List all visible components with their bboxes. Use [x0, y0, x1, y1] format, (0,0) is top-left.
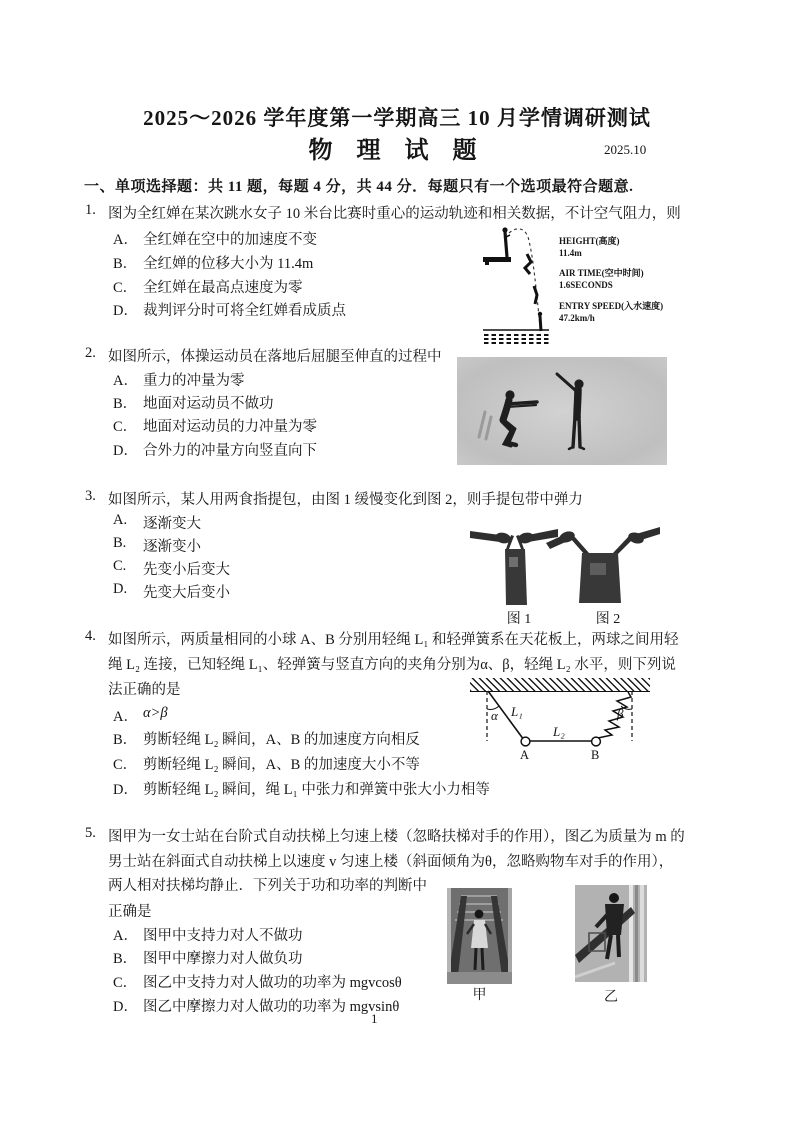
airtime-value: 1.6SECONDS	[559, 279, 613, 290]
option-label: D．	[113, 303, 138, 319]
q2-option-c	[113, 415, 317, 436]
option-label: D．	[113, 782, 138, 798]
q3-option-b	[113, 535, 201, 556]
height-label-group	[559, 236, 620, 259]
option-text: 重力的冲量为零	[143, 373, 245, 389]
diving-figure	[483, 224, 664, 346]
option-text: 图甲中支持力对人不做功	[143, 928, 303, 944]
escalator-caption-left: 甲	[472, 988, 487, 1003]
option-label: D．	[113, 443, 138, 459]
exam-title-line1: 2025～2026 学年度第一学期高三 10 月学情调研测试	[143, 106, 651, 130]
exam-title-line2: 物 理 试 题	[308, 138, 486, 164]
question-number: 5.	[85, 825, 96, 841]
option-label: C．	[113, 757, 138, 773]
section-heading: 一、单项选择题：共 11 题，每题 4 分，共 44 分．每题只有一个选项最符合题意.	[84, 179, 634, 195]
q2-option-a	[113, 369, 245, 390]
option-text: 地面对运动员不做功	[143, 396, 274, 412]
option-label: A．	[113, 232, 138, 248]
q5-stem-line4: 正确是	[108, 904, 152, 920]
question-stem-line: 图为全红婵在某次跳水女子 10 米台比赛时重心的运动轨迹和相关数据，不计空气阻力，则	[108, 206, 681, 222]
man-escalator-icon	[575, 885, 647, 982]
option-label: A.	[113, 512, 128, 528]
option-text: 裁判评分时可将全红婵看成质点	[143, 303, 346, 319]
option-label: B．	[113, 732, 138, 748]
option-label: C．	[113, 975, 138, 991]
option-text: 剪断轻绳 L₂ 瞬间，A、B 的加速度大小不等	[143, 757, 420, 773]
option-label: B．	[113, 256, 138, 272]
q4-option-b	[113, 728, 420, 749]
q1-option-b	[113, 252, 313, 273]
option-text: 图乙中摩擦力对人做功的功率为 mgvsinθ	[143, 999, 400, 1015]
q2-option-b	[113, 392, 274, 413]
option-label: B．	[113, 396, 138, 412]
option-label: A．	[113, 709, 138, 725]
q1-stem-row	[85, 202, 681, 223]
option-label: C．	[113, 419, 138, 435]
gymnast-photo	[457, 357, 667, 465]
option-label: A．	[113, 373, 138, 389]
entry-speed-value: 47.2km/h	[559, 312, 595, 323]
escalator-photo-right	[575, 885, 647, 982]
q5-option-b	[113, 947, 303, 968]
q4-stem-line2: 绳 L₂ 连接，已知轻绳 L₁、轻弹簧与竖直方向的夹角分别为α、β，轻绳 L₂ 水平，则下列说	[108, 657, 676, 673]
option-label: B．	[113, 951, 138, 967]
height-label: HEIGHT(高度)	[559, 236, 620, 246]
option-text: 逐渐变小	[143, 539, 201, 555]
bag-caption-1: 图 1	[506, 612, 532, 627]
angle-alpha-label: α	[491, 708, 498, 723]
q5-option-d	[113, 995, 399, 1016]
q1-option-c	[113, 276, 303, 297]
option-text: 全红婵在最高点速度为零	[143, 280, 303, 296]
escalator-caption-right: 乙	[604, 990, 618, 1005]
diving-diagram-icon	[483, 224, 555, 346]
escalator-photo-left	[447, 888, 512, 984]
option-label: A．	[113, 928, 138, 944]
q1-option-d	[113, 299, 346, 320]
bag-diagrams-icon	[470, 525, 660, 607]
bag-caption-2: 图 2	[595, 612, 621, 627]
option-text: 剪断轻绳 L₂ 瞬间，绳 L₁ 中张力和弹簧中张大小力相等	[143, 782, 490, 798]
question-number: 1.	[85, 202, 96, 218]
gymnast-silhouettes-icon	[457, 357, 667, 465]
height-value: 11.4m	[559, 247, 582, 258]
exam-date: 2025.10	[604, 142, 647, 157]
question-number: 3.	[85, 488, 96, 504]
q5-option-c	[113, 971, 402, 992]
q3-option-d	[113, 581, 230, 602]
entry-speed-label-group	[559, 301, 663, 324]
q3-option-a	[113, 512, 201, 533]
q3-option-c	[113, 558, 230, 579]
question-stem-line: 如图所示，体操运动员在落地后屈腿至伸直的过程中	[108, 349, 442, 365]
option-text: 全红婵在空中的加速度不变	[143, 232, 317, 248]
q4-option-c	[113, 753, 420, 774]
option-text: 先变小后变大	[143, 562, 230, 578]
option-text: 全红婵的位移大小为 11.4m	[143, 256, 314, 272]
page-number: 1	[371, 1011, 378, 1026]
airtime-label: AIR TIME(空中时间)	[559, 268, 644, 278]
q4-option-a	[113, 705, 168, 726]
woman-escalator-icon	[447, 888, 512, 984]
question-number: 4.	[85, 628, 96, 644]
angle-beta-label: β	[617, 706, 624, 721]
airtime-label-group	[559, 268, 644, 291]
rope-l2-label: L₂	[553, 724, 565, 739]
q4-stem-row	[85, 628, 679, 649]
option-label: D．	[113, 999, 138, 1015]
q5-stem-line2: 男士站在斜面式自动扶梯上以速度 v 匀速上楼（斜面倾角为θ，忽略购物车对手的作用），	[108, 854, 674, 870]
rope-spring-figure	[465, 678, 660, 766]
option-text: 逐渐变大	[143, 516, 201, 532]
q2-option-d	[113, 439, 317, 460]
option-label: C．	[113, 280, 138, 296]
question-number: 2.	[85, 345, 96, 361]
option-text: 剪断轻绳 L₂ 瞬间，A、B 的加速度方向相反	[143, 732, 420, 748]
rope-spring-diagram-icon	[465, 678, 660, 766]
ball-b-label: B	[591, 748, 600, 762]
q5-option-a	[113, 924, 303, 945]
bag-figure	[470, 525, 660, 627]
option-text: 地面对运动员的力冲量为零	[143, 419, 317, 435]
q1-option-a	[113, 228, 317, 249]
option-text: 合外力的冲量方向竖直向下	[143, 443, 317, 459]
option-text: 图乙中支持力对人做功的功率为 mgvcosθ	[143, 975, 402, 991]
q4-option-d	[113, 778, 490, 799]
q5-stem-line3: 两人相对扶梯均静止．下列关于功和功率的判断中	[108, 878, 427, 894]
option-label: C.	[113, 558, 127, 574]
q2-stem-row	[85, 345, 442, 366]
option-text: α>β	[143, 705, 168, 721]
option-text: 先变大后变小	[143, 585, 230, 601]
q4-stem-line3: 法正确的是	[108, 682, 181, 698]
rope-l1-label: L₁	[511, 704, 523, 719]
question-stem-line: 如图所示，两质量相同的小球 A、B 分别用轻绳 L₁ 和轻弹簧系在天花板上，两球之间用轻	[108, 632, 679, 648]
q3-stem-row	[85, 488, 583, 509]
question-stem-line: 如图所示，某人用两食指提包，由图 1 缓慢变化到图 2，则手提包带中弹力	[108, 492, 583, 508]
entry-speed-label: ENTRY SPEED(入水速度)	[559, 301, 664, 311]
question-stem-line: 图甲为一女士站在台阶式自动扶梯上匀速上楼（忽略扶梯对手的作用），图乙为质量为 m 的	[108, 829, 685, 845]
option-label: D.	[113, 581, 128, 597]
option-label: B.	[113, 535, 127, 551]
option-text: 图甲中摩擦力对人做负功	[143, 951, 303, 967]
q5-stem-row	[85, 825, 685, 846]
ball-a-label: A	[520, 748, 530, 762]
